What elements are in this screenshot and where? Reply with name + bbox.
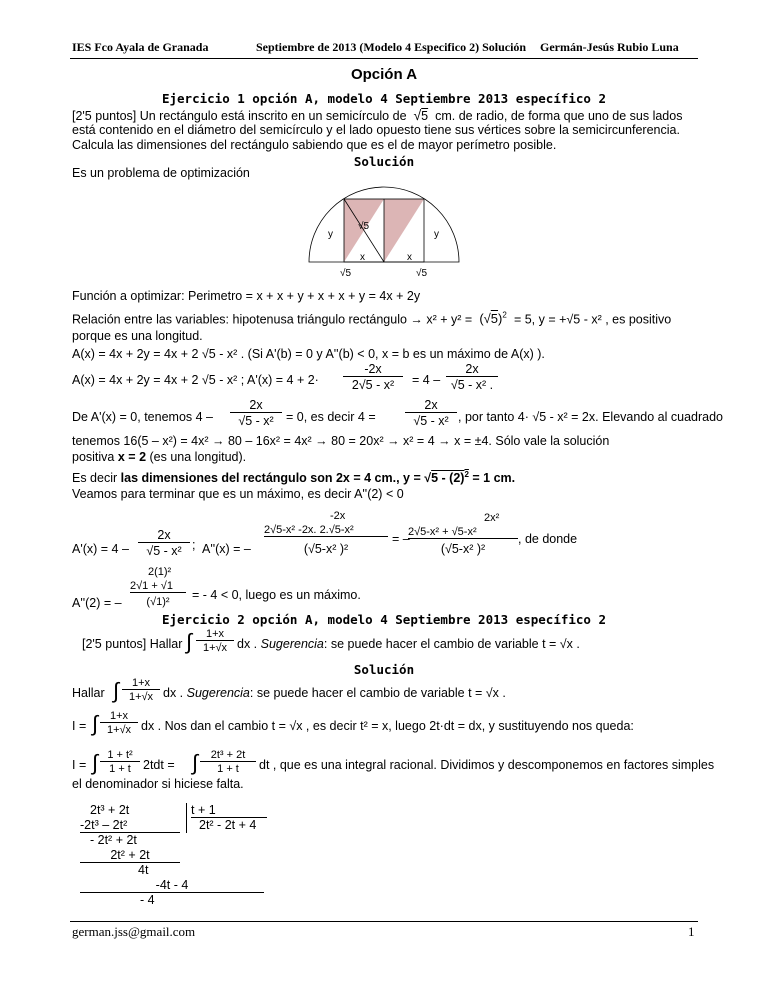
ex1-step9a: Es decir — [72, 471, 118, 486]
header-left: IES Fco Ayala de Granada — [72, 40, 209, 54]
ex1-step9c: = 1 cm. — [472, 471, 516, 486]
dx-text: dx . — [163, 686, 184, 700]
ex1-step3: porque es una longitud. — [72, 329, 203, 343]
division-divisor: t + 1 — [191, 803, 267, 818]
two-t-dt: 2tdt = — [143, 758, 175, 772]
frac-den-5: √5 - x² — [146, 544, 182, 558]
sqrt5-inline: √5 — [413, 107, 429, 123]
ex1-step10: Veamos para terminar que es un máximo, es decir A''(2) < 0 — [72, 487, 404, 501]
ex2-statement-d: : se puede hacer el cambio de variable t = — [323, 637, 557, 651]
integrand-den-3: 1+√x — [106, 724, 132, 736]
ex2-I1b: dx . Nos dan el cambio t = √x , es decir t² = x, luego 2t·dt = dx, y sustituyendo nos queda: — [141, 719, 634, 733]
division-r3: - 2t² + 2t — [90, 833, 137, 847]
ex2-solution-label: Solución — [353, 662, 415, 677]
ex2-I1: I = — [72, 719, 87, 733]
shaded-triangle-2 — [384, 199, 424, 262]
ex2-statement-a: [2'5 puntos] Hallar — [82, 637, 183, 651]
ex1-statement-line1b: cm. de radio, de forma que uno de sus lados — [435, 109, 683, 123]
ex1-intro: Es un problema de optimización — [72, 166, 250, 180]
ex1-d2: A''(x) = – — [202, 542, 251, 556]
frac-num-2: 2x — [446, 362, 498, 377]
integral-sign-3: ∫ — [92, 711, 99, 736]
ex1-step8c: (es una longitud). — [149, 450, 247, 464]
fig-label-radius-right: √5 — [416, 268, 428, 278]
division-r2: -2t³ – 2t² — [80, 818, 180, 833]
ex2-statement-b: dx . — [237, 637, 258, 651]
ex2-I2: I = — [72, 758, 87, 772]
ex1-solution-label: Solución — [353, 154, 415, 169]
integral-sign-2: ∫ — [113, 678, 120, 703]
ex1-d1: A'(x) = 4 – — [72, 542, 129, 556]
footer-email: german.jss@gmail.com — [72, 924, 196, 939]
frac-num-5: 2x — [138, 528, 190, 543]
division-r7: - 4 — [140, 893, 155, 907]
ex1-step2a: Relación entre las variables: hipotenusa triángulo rectángulo → x² + y² = — [72, 312, 473, 327]
ex2-title: Ejercicio 2 opción A, modelo 4 Septiembre 2013 específico 2 — [161, 612, 606, 627]
integrand-den-5: 1 + t — [217, 763, 239, 775]
frac-den-8: (√1)² — [146, 596, 170, 608]
ex2-statement-c: Sugerencia — [260, 637, 324, 651]
sugerencia-text: Sugerencia — [186, 686, 250, 700]
division-r1: 2t³ + 2t — [90, 803, 130, 817]
integrand-num-5: 2t³ + 2t — [200, 749, 256, 762]
integral-sign-1: ∫ — [186, 629, 193, 654]
division-r6: -4t - 4 — [80, 878, 264, 893]
ex1-d3: , de donde — [518, 532, 578, 546]
division-r5: 4t — [138, 863, 149, 877]
integral-sign-5: ∫ — [192, 750, 199, 775]
frac-num-8: 2√1 + √1 — [130, 580, 186, 593]
ex1-step8a: positiva — [72, 450, 115, 464]
sqrt5-squared: $(√5)^2$ — [475, 311, 507, 327]
division-quotient: 2t² - 2t + 4 — [199, 818, 257, 832]
semicircle-figure — [304, 182, 464, 278]
hint-text: : se puede hacer el cambio de variable t = — [249, 686, 483, 700]
integrand-den-2: 1+√x — [128, 691, 154, 703]
ex1-statement-line1a: [2'5 puntos] Un rectángulo está inscrito en un semicírculo de — [72, 109, 407, 123]
semicolon: ; — [192, 538, 196, 552]
nested-num-b: 2x² — [484, 512, 500, 524]
ex1-title: Ejercicio 1 opción A, modelo 4 Septiembre 2013 específico 2 — [161, 91, 606, 106]
frac-num-6: 2√5-x² -2x. 2.√5-x² — [264, 524, 388, 537]
ex1-step5b: = 4 – — [412, 373, 441, 387]
frac-num-4: 2x — [405, 398, 457, 413]
frac-den-1: 2√5 - x² — [351, 378, 395, 392]
fig-label-y-right: y — [434, 229, 439, 240]
ex1-step8b: x = 2 — [117, 450, 147, 464]
fig-label-radius-left: √5 — [340, 268, 352, 278]
frac-den-4: √5 - x² — [413, 414, 449, 428]
ex2-I2b: dt , que es una integral racional. Dividimos y descomponemos en factores simples — [259, 758, 715, 772]
footer-page-number: 1 — [688, 924, 695, 939]
integrand-num-2: 1+x — [122, 677, 160, 690]
ex1-d5: = - 4 < 0, luego es un máximo. — [192, 588, 361, 602]
nested-num-a: -2x — [330, 510, 346, 522]
ex1-step4: A(x) = 4x + 2y = 4x + 2 √5 - x² . (Si A'(b) = 0 y A''(b) < 0, x = b es un máximo de A(x) ). — [72, 347, 545, 361]
section-title: Opción A — [350, 66, 418, 83]
frac-den-6: (√5-x² )² — [303, 542, 349, 556]
frac-den-7: (√5-x² )² — [440, 542, 486, 556]
header-center: Septiembre de 2013 (Modelo 4 Especifico 2) Solución — [256, 40, 527, 54]
integrand-num-1: 1+x — [196, 628, 234, 641]
ex2-hallar: Hallar — [72, 686, 105, 700]
integral-sign-4: ∫ — [92, 750, 99, 775]
ex1-step2b: = 5, y = +√5 - x² , es positivo — [513, 312, 672, 327]
fig-label-x-right: x — [407, 252, 412, 263]
ex1-statement-line2: está contenido en el diámetro del semicírculo y el lado opuesto tiene sus vértices sobre la semicircunferencia. — [72, 123, 680, 137]
header-rule — [70, 58, 698, 59]
sqrt-expression: $√5 - (2)^2$ — [424, 470, 469, 486]
header-right: Germán-Jesús Rubio Luna — [540, 40, 679, 54]
ex1-step5a: A(x) = 4x + 2y = 4x + 2 √5 - x² ; A'(x) = 4 + 2· — [72, 373, 319, 387]
ex1-step7: tenemos 16(5 – x²) = 4x² → 80 – 16x² = 4x² → 80 = 20x² → x² = 4 → x = ±4. Sólo vale la solución — [72, 434, 610, 448]
frac-num-7: 2√5-x² + √5-x² — [408, 526, 518, 539]
integrand-num-3: 1+x — [100, 710, 138, 723]
ex1-step1: Función a optimizar: Perimetro = x + x + y + x + x + y = 4x + 2y — [72, 289, 421, 303]
ex1-d4: A''(2) = – — [72, 596, 122, 610]
frac-den-3: √5 - x² — [238, 414, 274, 428]
frac-den-2: √5 - x² . — [450, 378, 494, 392]
ex1-step6b: = 0, es decir 4 = — [286, 410, 376, 424]
nested-num-c: 2(1)² — [148, 566, 172, 578]
ex1-step9b: las dimensiones del rectángulo son 2x = 4 cm., y = — [120, 471, 421, 486]
fig-label-x-left: x — [360, 252, 365, 263]
division-r4: 2t² + 2t — [80, 848, 180, 863]
integrand-num-4: 1 + t² — [100, 749, 140, 762]
fig-label-root5: √5 — [358, 221, 370, 232]
integrand-den-4: 1 + t — [109, 763, 131, 775]
ex1-statement-line3: Calcula las dimensiones del rectángulo sabiendo que es el de mayor perímetro posible. — [72, 138, 557, 152]
fig-label-y-left: y — [328, 229, 333, 240]
equals-minus: = – — [392, 532, 410, 546]
division-bracket — [186, 803, 267, 833]
ex1-step6a: De A'(x) = 0, tenemos 4 – — [72, 410, 213, 424]
frac-num-3: 2x — [230, 398, 282, 413]
ex1-step6c: , por tanto 4· √5 - x² = 2x. Elevando al cuadrado — [458, 410, 723, 424]
integrand-den-1: 1+√x — [202, 642, 228, 654]
ex2-I3: el denominador si hiciese falta. — [72, 777, 244, 791]
footer-rule — [70, 921, 698, 922]
frac-num-1: -2x — [343, 362, 403, 377]
